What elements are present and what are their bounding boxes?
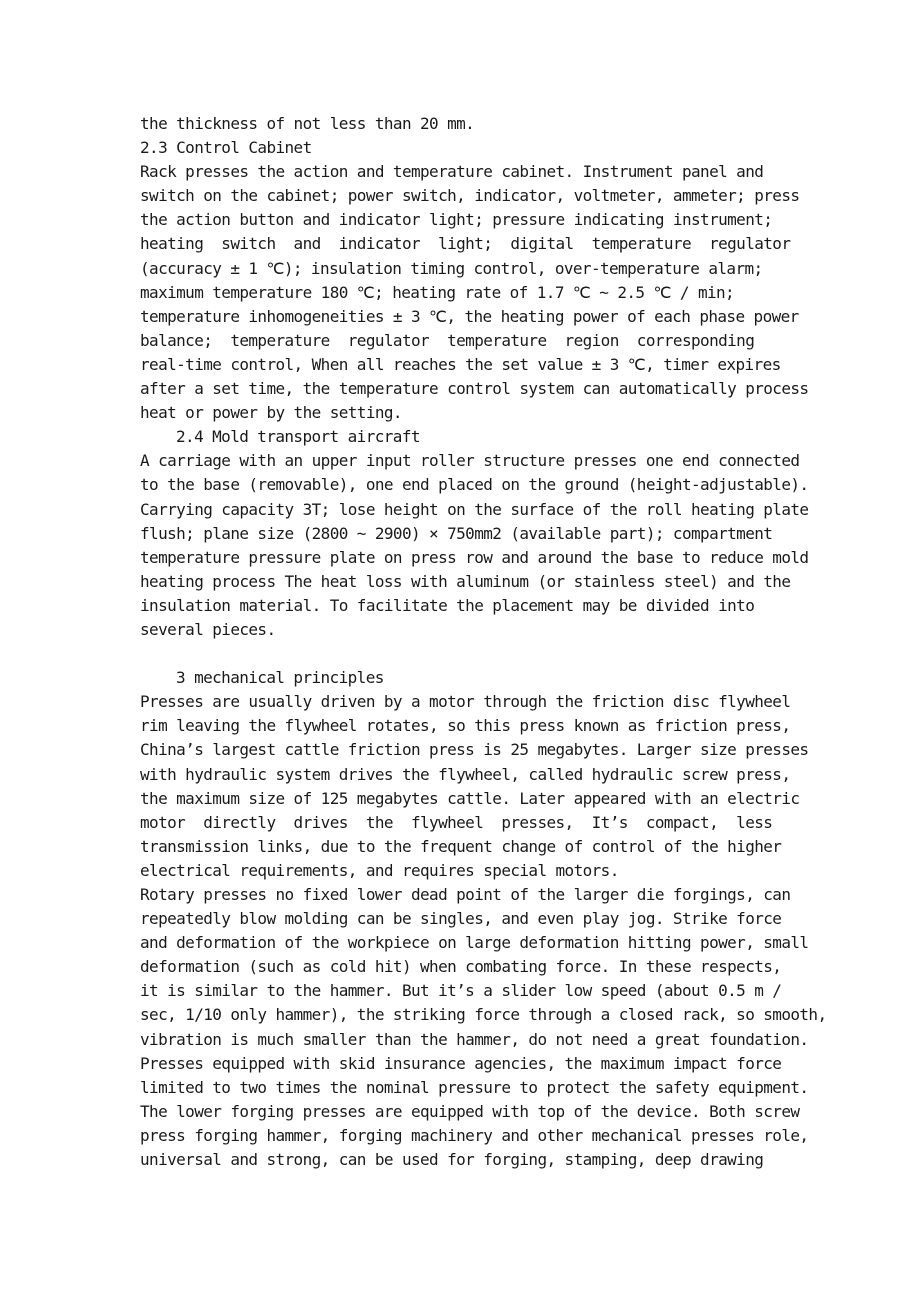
text-line: heat or power by the setting.	[140, 403, 402, 423]
text-line: deformation (such as cold hit) when combating force. In these respects,	[140, 957, 782, 977]
text-line: with hydraulic system drives the flywheel, called hydraulic screw press,	[140, 764, 791, 784]
text-line: Rack presses the action and temperature cabinet. Instrument panel and	[140, 162, 764, 182]
text-line: electrical requirements, and requires special motors.	[140, 860, 619, 880]
text-line: insulation material. To facilitate the placement may be divided into	[140, 595, 755, 615]
text-line: vibration is much smaller than the hammer, do not need a great foundation.	[140, 1029, 809, 1049]
text-line: temperature inhomogeneities ± 3 ℃, the heating power of each phase power	[140, 306, 799, 326]
text-line: and deformation of the workpiece on large deformation hitting power, small	[140, 933, 809, 953]
text-line: the action button and indicator light; pressure indicating instrument;	[140, 210, 773, 230]
text-line: after a set time, the temperature control system can automatically process	[140, 379, 809, 399]
section-heading: 2.4 Mold transport aircraft	[176, 427, 420, 447]
text-line: motor directly drives the flywheel presses, It’s compact, less	[140, 812, 773, 832]
text-line: maximum temperature 180 ℃; heating rate of 1.7 ℃ ~ 2.5 ℃ / min;	[140, 282, 735, 302]
text-line: heating switch and indicator light; digital temperature regulator	[140, 234, 791, 254]
text-line: Presses are usually driven by a motor through the friction disc flywheel	[140, 692, 791, 712]
text-line: real-time control, When all reaches the set value ± 3 ℃, timer expires	[140, 354, 781, 374]
section-heading: 3 mechanical principles	[176, 668, 384, 688]
text-line: temperature pressure plate on press row and around the base to reduce mold	[140, 547, 809, 567]
text-line: 2.3 Control Cabinet	[140, 138, 312, 158]
text-line: flush; plane size (2800 ~ 2900) × 750mm2 (available part); compartment	[140, 523, 773, 543]
text-line: the thickness of not less than 20 mm.	[140, 114, 475, 133]
text-line: it is similar to the hammer. But it’s a slider low speed (about 0.5 m /	[140, 981, 782, 1001]
text-line: heating process The heat loss with aluminum (or stainless steel) and the	[140, 571, 791, 591]
text-line: A carriage with an upper input roller structure presses one end connected	[140, 451, 800, 471]
text-line: press forging hammer, forging machinery and other mechanical presses role,	[140, 1125, 809, 1145]
text-line: to the base (removable), one end placed on the ground (height-adjustable).	[140, 475, 809, 495]
text-line: transmission links, due to the frequent change of control of the higher	[140, 836, 782, 856]
text-line: the maximum size of 125 megabytes cattle. Later appeared with an electric	[140, 788, 800, 808]
text-line: several pieces.	[140, 619, 276, 639]
text-line: Presses equipped with skid insurance agencies, the maximum impact force	[140, 1053, 782, 1073]
text-line: switch on the cabinet; power switch, indicator, voltmeter, ammeter; press	[140, 186, 800, 206]
text-line: sec, 1/10 only hammer), the striking force through a closed rack, so smooth,	[140, 1005, 827, 1025]
text-line: The lower forging presses are equipped with top of the device. Both screw	[140, 1101, 800, 1121]
text-line: Carrying capacity 3T; lose height on the surface of the roll heating plate	[140, 499, 809, 519]
text-line: limited to two times the nominal pressure to protect the safety equipment.	[140, 1077, 809, 1097]
text-line: (accuracy ± 1 ℃); insulation timing control, over-temperature alarm;	[140, 258, 763, 278]
text-line: balance; temperature regulator temperature region corresponding	[140, 330, 755, 350]
text-line: China’s largest cattle friction press is 25 megabytes. Larger size presses	[140, 740, 809, 760]
blank-line	[140, 642, 830, 666]
text-line: Rotary presses no fixed lower dead point of the larger die forgings, can	[140, 885, 791, 904]
text-line: repeatedly blow molding can be singles, and even play jog. Strike force	[140, 909, 782, 929]
text-line: universal and strong, can be used for forging, stamping, deep drawing	[140, 1150, 764, 1170]
document-page	[140, 112, 830, 1172]
text-line: rim leaving the flywheel rotates, so this press known as friction press,	[140, 716, 791, 736]
